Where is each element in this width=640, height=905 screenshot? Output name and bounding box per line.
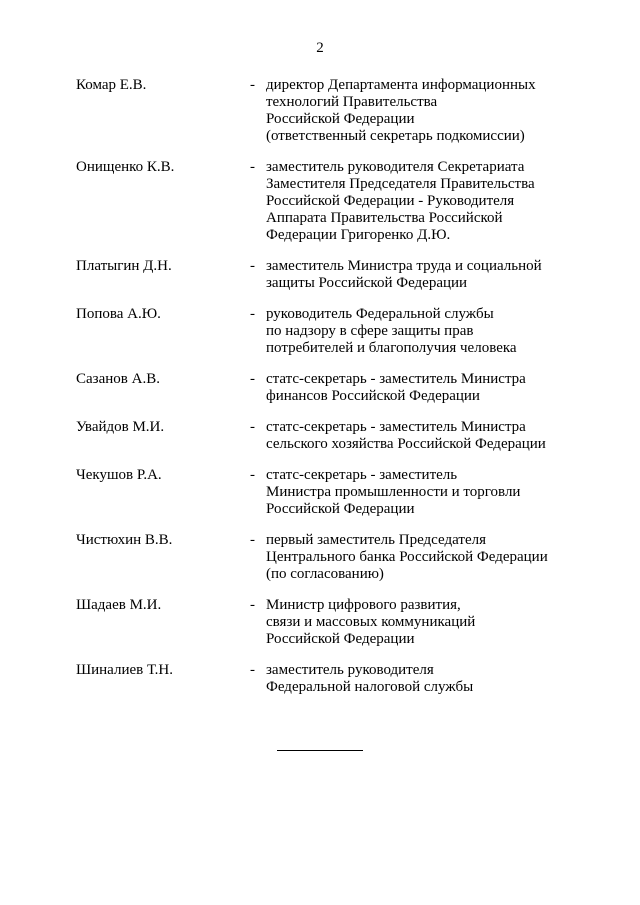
member-dash: -	[250, 597, 255, 613]
member-position	[266, 597, 576, 648]
member-name: Сазанов А.В.	[76, 371, 160, 387]
member-position	[266, 419, 576, 453]
member-dash: -	[250, 467, 255, 483]
member-position	[266, 532, 576, 583]
member-position-line: Российской Федерации	[266, 631, 415, 647]
member-position-line: сельского хозяйства Российской Федерации	[266, 436, 546, 452]
member-position	[266, 306, 576, 357]
member-position	[266, 371, 576, 405]
member-row	[76, 467, 576, 518]
member-position-line: Центрального банка Российской Федерации	[266, 549, 548, 565]
member-position	[266, 662, 576, 696]
member-name: Платыгин Д.Н.	[76, 258, 172, 274]
member-row	[76, 662, 576, 696]
member-row	[76, 419, 576, 453]
member-position	[266, 467, 576, 518]
member-position-line: статс-секретарь - заместитель Министра	[266, 419, 526, 435]
member-row	[76, 306, 576, 357]
member-position-line: Министра промышленности и торговли	[266, 484, 521, 500]
member-dash: -	[250, 306, 255, 322]
member-name: Чекушов Р.А.	[76, 467, 162, 483]
member-position-line: директор Департамента информационных	[266, 77, 536, 93]
member-name: Шадаев М.И.	[76, 597, 162, 613]
end-of-list-rule	[277, 750, 363, 751]
member-position	[266, 258, 576, 292]
member-row	[76, 532, 576, 583]
member-dash: -	[250, 662, 255, 678]
member-position-line: Российской Федерации - Руководителя	[266, 193, 515, 209]
member-position-line: статс-секретарь - заместитель	[266, 467, 458, 483]
member-position-line: связи и массовых коммуникаций	[266, 614, 476, 630]
member-row	[76, 597, 576, 648]
member-name: Чистюхин В.В.	[76, 532, 173, 548]
member-row	[76, 159, 576, 244]
member-row	[76, 371, 576, 405]
member-position-line: Заместителя Председателя Правительства	[266, 176, 535, 192]
member-name: Увайдов М.И.	[76, 419, 165, 435]
member-row	[76, 258, 576, 292]
page-number: 2	[316, 40, 324, 56]
member-name: Шиналиев Т.Н.	[76, 662, 173, 678]
member-position	[266, 77, 576, 145]
member-position-line: первый заместитель Председателя	[266, 532, 486, 548]
member-dash: -	[250, 77, 255, 93]
member-dash: -	[250, 371, 255, 387]
member-position	[266, 159, 576, 244]
member-position-line: Аппарата Правительства Российской	[266, 210, 503, 226]
member-position-line: потребителей и благополучия человека	[266, 340, 517, 356]
member-position-line: руководитель Федеральной службы	[266, 306, 494, 322]
member-position-line: заместитель Министра труда и социальной	[266, 258, 542, 274]
member-position-line: защиты Российской Федерации	[266, 275, 468, 291]
member-position-line: статс-секретарь - заместитель Министра	[266, 371, 526, 387]
member-position-line: Министр цифрового развития,	[266, 597, 461, 613]
member-name: Попова А.Ю.	[76, 306, 161, 322]
member-position-line: заместитель руководителя Секретариата	[266, 159, 525, 175]
members-list	[76, 77, 576, 710]
member-position-line: Российской Федерации	[266, 111, 415, 127]
member-position-line: Российской Федерации	[266, 501, 415, 517]
member-position-line: (ответственный секретарь подкомиссии)	[266, 128, 525, 144]
member-dash: -	[250, 419, 255, 435]
member-name: Онищенко К.В.	[76, 159, 175, 175]
member-position-line: заместитель руководителя	[266, 662, 434, 678]
member-name: Комар Е.В.	[76, 77, 147, 93]
member-dash: -	[250, 532, 255, 548]
member-position-line: по надзору в сфере защиты прав	[266, 323, 474, 339]
member-position-line: (по согласованию)	[266, 566, 384, 582]
member-dash: -	[250, 258, 255, 274]
member-dash: -	[250, 159, 255, 175]
member-position-line: Федеральной налоговой службы	[266, 679, 474, 695]
member-position-line: Федерации Григоренко Д.Ю.	[266, 227, 451, 243]
member-position-line: финансов Российской Федерации	[266, 388, 480, 404]
member-position-line: технологий Правительства	[266, 94, 438, 110]
member-row	[76, 77, 576, 145]
